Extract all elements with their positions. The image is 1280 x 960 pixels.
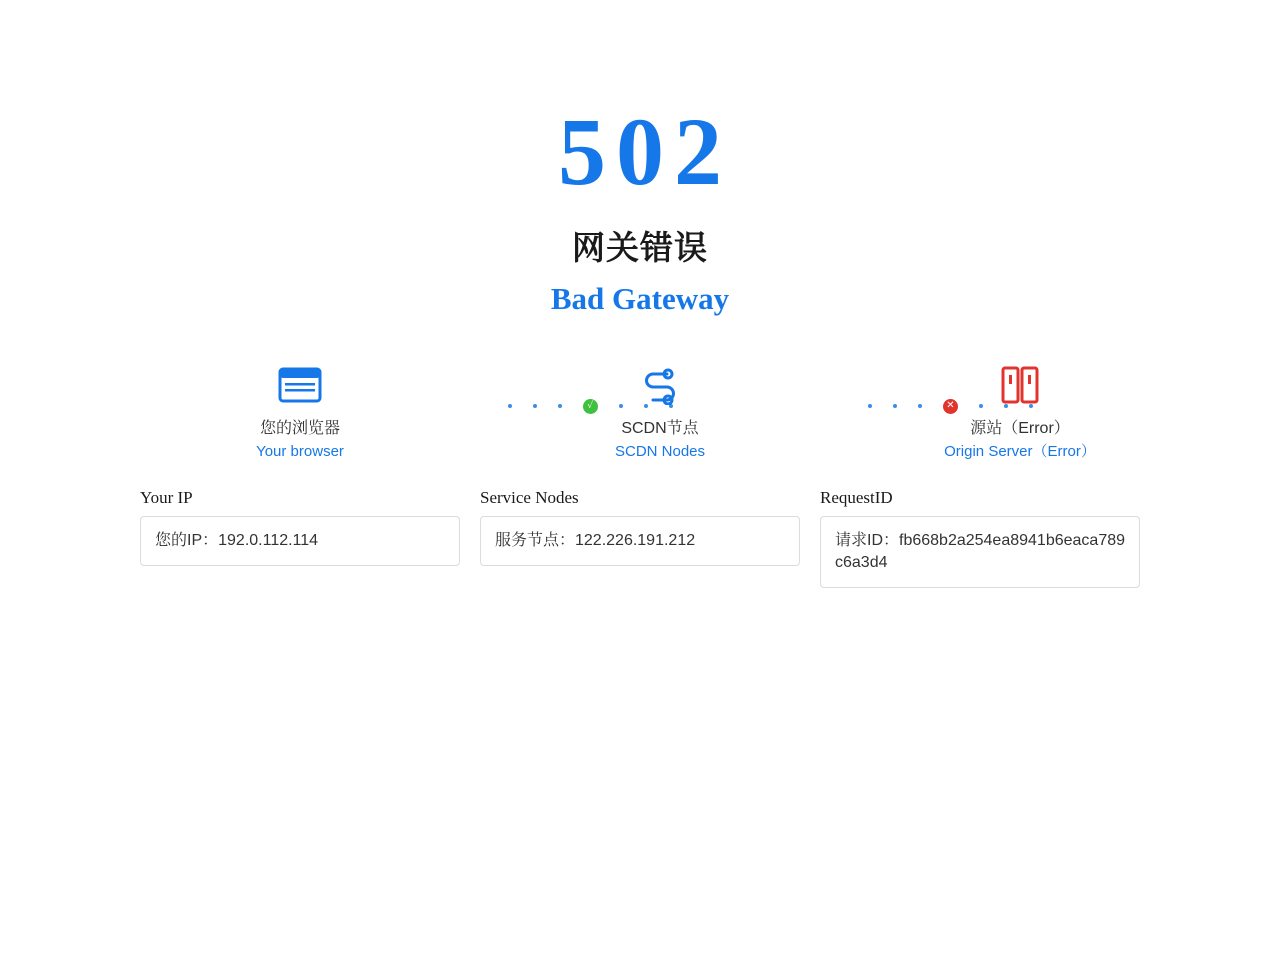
error-code: 502: [558, 98, 732, 205]
connector-dot: [868, 404, 872, 408]
network-route-icon: [540, 361, 780, 409]
connector-dot: [533, 404, 537, 408]
card-service-nodes-value: 服务节点：122.226.191.212: [480, 516, 800, 566]
browser-window-icon: [180, 361, 420, 409]
card-service-nodes-title: Service Nodes: [480, 488, 579, 507]
error-title-en: Bad Gateway: [550, 281, 730, 316]
error-header: [0, 0, 1280, 317]
flow-node-scdn-label-en: SCDN Nodes: [614, 442, 706, 460]
diagnostic-cards: [140, 488, 1140, 588]
flow-node-scdn: [540, 361, 780, 461]
card-your-ip-title: Your IP: [140, 488, 193, 507]
flow-node-browser-label-en: Your browser: [256, 442, 344, 460]
card-request-id-title: RequestID: [820, 488, 893, 507]
error-title-cn: 网关错误: [572, 229, 708, 266]
card-request-id: [820, 488, 1140, 588]
server-rack-icon: [900, 361, 1140, 409]
flow-node-browser-label-cn: 您的浏览器: [259, 420, 340, 437]
flow-node-origin: [900, 361, 1140, 461]
request-flow-diagram: [140, 361, 1140, 481]
card-request-id-value: 请求ID：fb668b2a254ea8941b6eaca789c6a3d4: [820, 516, 1140, 588]
connector-dot: [893, 404, 897, 408]
flow-node-scdn-label-cn: SCDN节点: [621, 420, 699, 437]
error-circle-icon: ✕: [943, 399, 958, 414]
card-your-ip: [140, 488, 460, 588]
flow-node-origin-label-cn: 源站（Error）: [970, 420, 1070, 437]
check-circle-icon: ✓: [583, 399, 598, 414]
card-your-ip-value: 您的IP：192.0.112.114: [140, 516, 460, 566]
flow-node-browser: [180, 361, 420, 461]
flow-node-origin-label-en: Origin Server（Error）: [944, 442, 1096, 460]
card-service-nodes: [480, 488, 800, 588]
connector-dot: [508, 404, 512, 408]
